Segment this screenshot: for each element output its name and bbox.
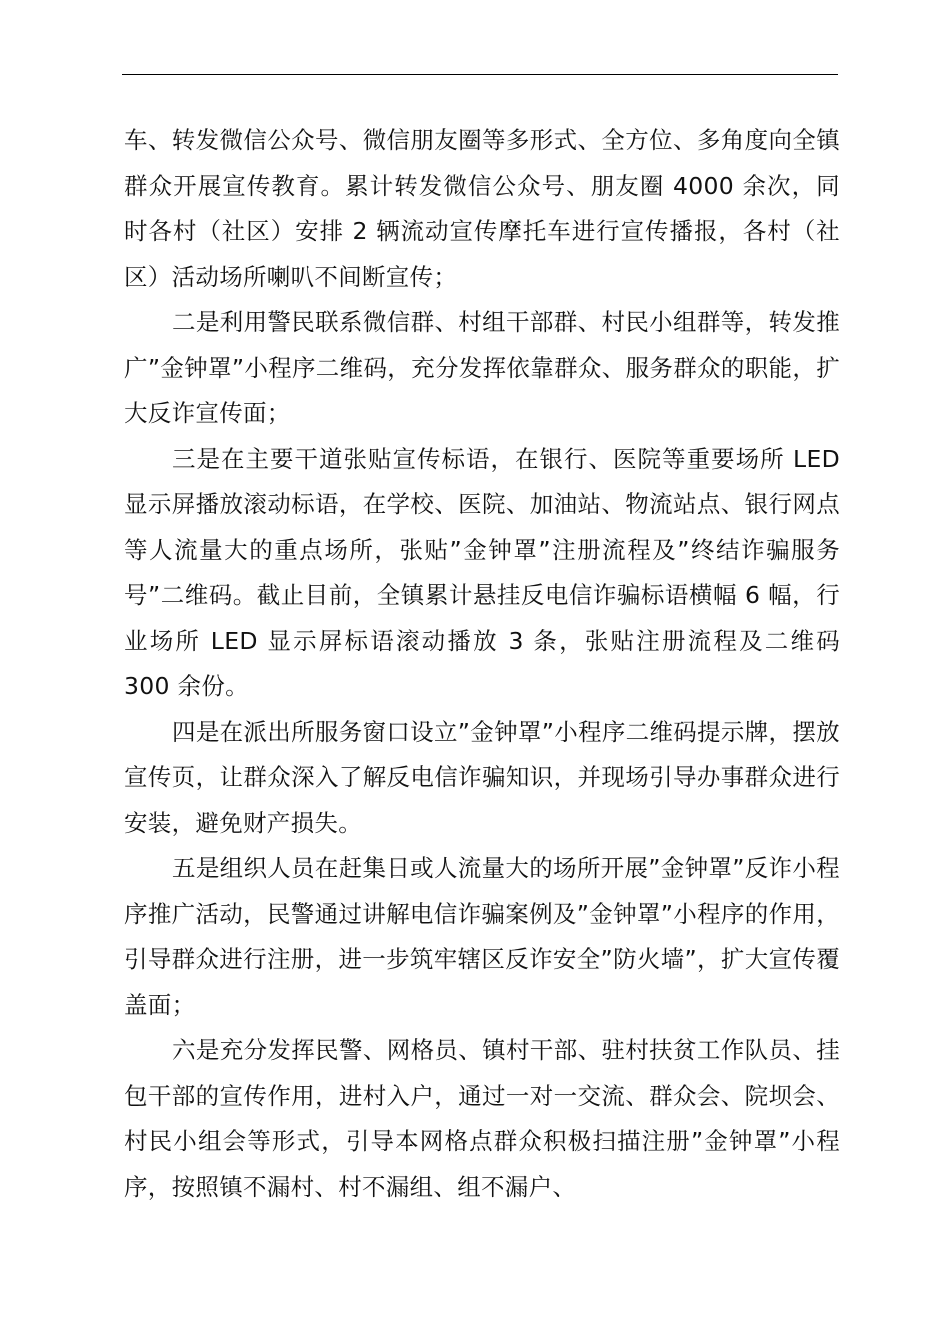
paragraph-continuation: 车、转发微信公众号、微信朋友圈等多形式、全方位、多角度向全镇群众开展宣传教育。累计转发微信公众号、朋友圈 4000 余次，同时各村（社区）安排 2 辆流动宣传摩托车进行宣传播报，各村（社区）活动场所喇叭不间断宣传； bbox=[124, 126, 840, 291]
paragraph-point-3: 三是在主要干道张贴宣传标语，在银行、医院等重要场所 LED 显示屏播放滚动标语，在学校、医院、加油站、物流站点、银行网点等人流量大的重点场所，张贴”金钟罩”注册流程及”终结诈骗服务号”二维码。截止目前，全镇累计悬挂反电信诈骗标语横幅 6 幅，行业场所 LED 显示屏标语滚动播放 3 条，张贴注册流程及二维码 300 余份。 bbox=[124, 444, 840, 700]
paragraph-point-4: 四是在派出所服务窗口设立”金钟罩”小程序二维码提示牌，摆放宣传页，让群众深入了解反电信诈骗知识，并现场引导办事群众进行安装，避免财产损失。 bbox=[124, 717, 840, 837]
paragraph-point-6: 六是充分发挥民警、网格员、镇村干部、驻村扶贫工作队员、挂包干部的宣传作用，进村入户，通过一对一交流、群众会、院坝会、村民小组会等形式，引导本网格点群众积极扫描注册”金钟罩”小程序，按照镇不漏村、村不漏组、组不漏户、 bbox=[124, 1036, 840, 1201]
paragraph-point-5: 五是组织人员在赶集日或人流量大的场所开展”金钟罩”反诈小程序推广活动，民警通过讲解电信诈骗案例及”金钟罩”小程序的作用，引导群众进行注册，进一步筑牢辖区反诈安全”防火墙”，扩大宣传覆盖面； bbox=[124, 854, 840, 1019]
header-rule bbox=[122, 74, 838, 75]
paragraph-point-2: 二是利用警民联系微信群、村组干部群、村民小组群等，转发推广”金钟罩”小程序二维码，充分发挥依靠群众、服务群众的职能，扩大反诈宣传面； bbox=[124, 308, 840, 427]
document-body bbox=[124, 118, 840, 1210]
